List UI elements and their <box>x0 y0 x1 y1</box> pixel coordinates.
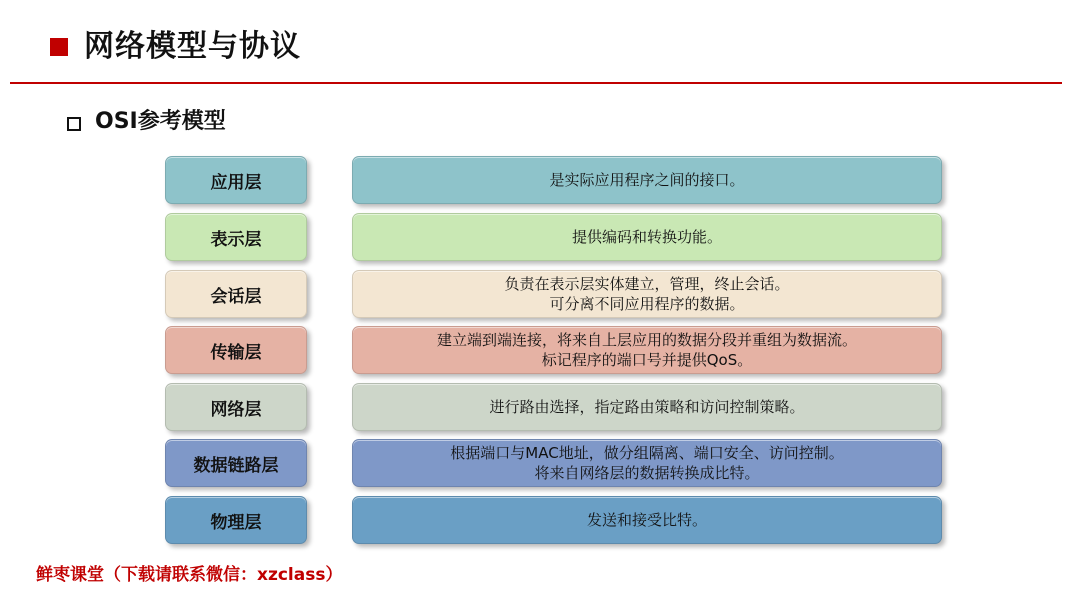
title-bullet-square <box>50 38 68 56</box>
layer-row-presentation <box>0 213 1080 263</box>
layer-name: 网络层 <box>165 383 307 431</box>
section-subtitle: OSI参考模型 <box>95 109 226 134</box>
description-line: 提供编码和转换功能。 <box>571 228 722 246</box>
layer-name: 表示层 <box>165 213 307 261</box>
page-title: 网络模型与协议 <box>84 29 301 64</box>
description-line: 根据端口与MAC地址，做分组隔离、端口安全、访问控制。 <box>450 444 844 462</box>
description-line: 建立端到端连接，将来自上层应用的数据分段并重组为数据流。 <box>436 331 857 349</box>
layer-description <box>352 213 942 261</box>
description-line: 是实际应用程序之间的接口。 <box>549 171 745 189</box>
description-line: 标记程序的端口号并提供QoS。 <box>541 351 753 369</box>
layer-row-network <box>0 383 1080 433</box>
layer-description <box>352 439 942 487</box>
layer-row-data-link <box>0 439 1080 489</box>
layer-row-session <box>0 270 1080 320</box>
layer-name: 数据链路层 <box>165 439 307 487</box>
layer-name: 物理层 <box>165 496 307 544</box>
description-line: 负责在表示层实体建立，管理，终止会话。 <box>504 275 790 293</box>
layer-row-physical <box>0 496 1080 546</box>
title-divider <box>10 82 1062 84</box>
description-line: 将来自网络层的数据转换成比特。 <box>534 464 760 482</box>
layer-name: 传输层 <box>165 326 307 374</box>
layer-description <box>352 270 942 318</box>
description-line: 可分离不同应用程序的数据。 <box>549 295 745 313</box>
subtitle-bullet-square <box>67 117 81 131</box>
layer-description <box>352 383 942 431</box>
layer-name: 会话层 <box>165 270 307 318</box>
layer-row-transport <box>0 326 1080 376</box>
layer-name: 应用层 <box>165 156 307 204</box>
layer-row-application <box>0 156 1080 206</box>
description-line: 发送和接受比特。 <box>586 511 707 529</box>
layer-description <box>352 156 942 204</box>
layer-description <box>352 496 942 544</box>
footer-watermark-text: 鲜枣课堂（下载请联系微信：xzclass） <box>36 565 343 585</box>
description-line: 进行路由选择，指定路由策略和访问控制策略。 <box>489 398 805 416</box>
layer-description <box>352 326 942 374</box>
